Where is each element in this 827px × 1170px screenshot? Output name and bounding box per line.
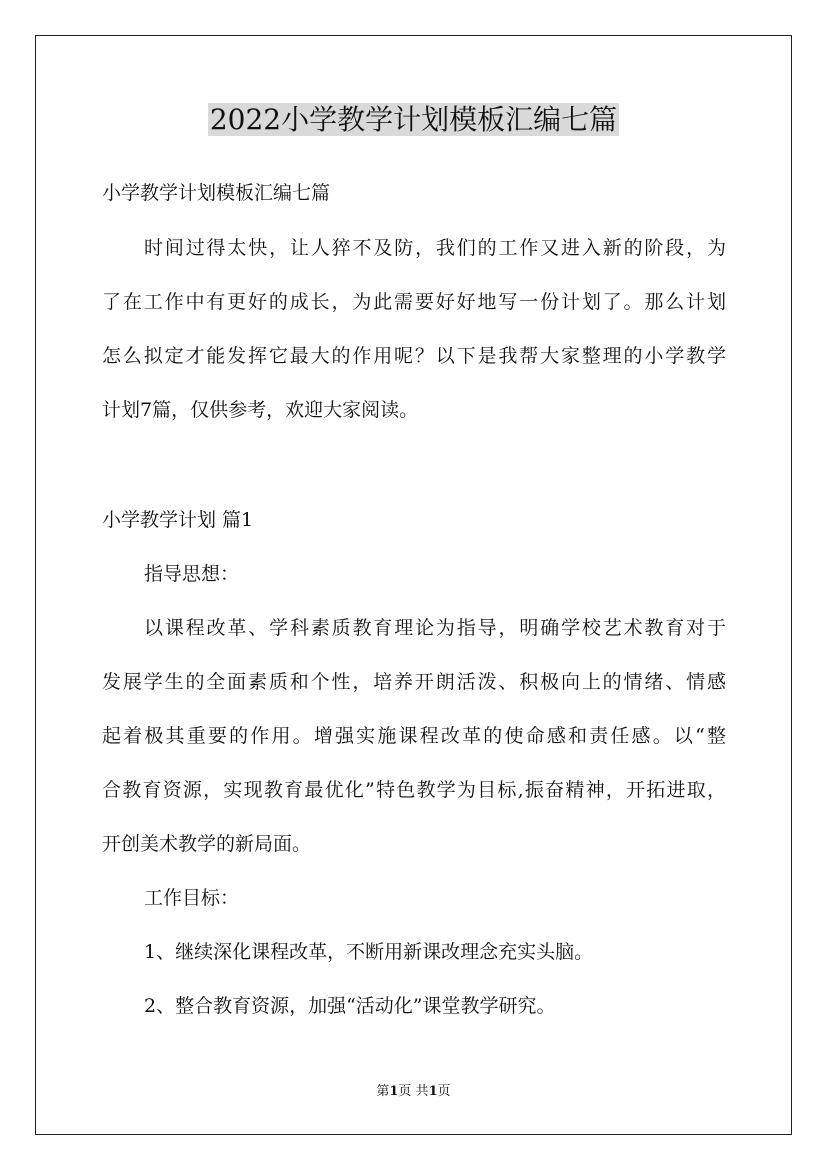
document-title-text: 2022小学教学计划模板汇编七篇 bbox=[209, 103, 618, 136]
page-footer bbox=[0, 1083, 827, 1101]
intro-line-2: 了在工作中有更好的成长，为此需要好好地写一份计划了。那么计划 bbox=[102, 291, 726, 313]
guiding-line-4: 合教育资源，实现教育最优化”特色教学为目标,振奋精神，开拓进取， bbox=[102, 779, 726, 801]
footer-suffix: 页 bbox=[437, 1084, 451, 1099]
goal-item-1: 1、继续深化课程改革，不断用新课改理念充实头脑。 bbox=[144, 941, 594, 963]
intro-line-3: 怎么拟定才能发挥它最大的作用呢？以下是我帮大家整理的小学教学 bbox=[102, 345, 726, 367]
guiding-line-2: 发展学生的全面素质和个性，培养开朗活泼、积极向上的情绪、情感 bbox=[102, 671, 726, 693]
footer-prefix: 第 bbox=[376, 1084, 390, 1099]
intro-line-4: 计划7篇，仅供参考，欢迎大家阅读。 bbox=[102, 399, 419, 421]
goal-item-2: 2、整合教育资源，加强“活动化”课堂教学研究。 bbox=[144, 995, 556, 1017]
guiding-line-5: 开创美术教学的新局面。 bbox=[102, 833, 312, 855]
guiding-label: 指导思想： bbox=[144, 563, 240, 585]
intro-line-1: 时间过得太快，让人猝不及防，我们的工作又进入新的阶段，为 bbox=[144, 237, 726, 259]
footer-page-number: 1 bbox=[389, 1084, 399, 1099]
footer-page-total: 1 bbox=[428, 1084, 438, 1099]
document-title bbox=[0, 100, 827, 140]
guiding-line-3: 起着极其重要的作用。增强实施课程改革的使命感和责任感。以“整 bbox=[102, 725, 726, 747]
goals-label: 工作目标： bbox=[144, 887, 240, 909]
guiding-line-1: 以课程改革、学科素质教育理论为指导，明确学校艺术教育对于 bbox=[144, 617, 726, 639]
footer-mid: 页 共 bbox=[398, 1084, 429, 1099]
section-heading: 小学教学计划 篇1 bbox=[102, 509, 254, 531]
document-subtitle: 小学教学计划模板汇编七篇 bbox=[102, 182, 331, 204]
